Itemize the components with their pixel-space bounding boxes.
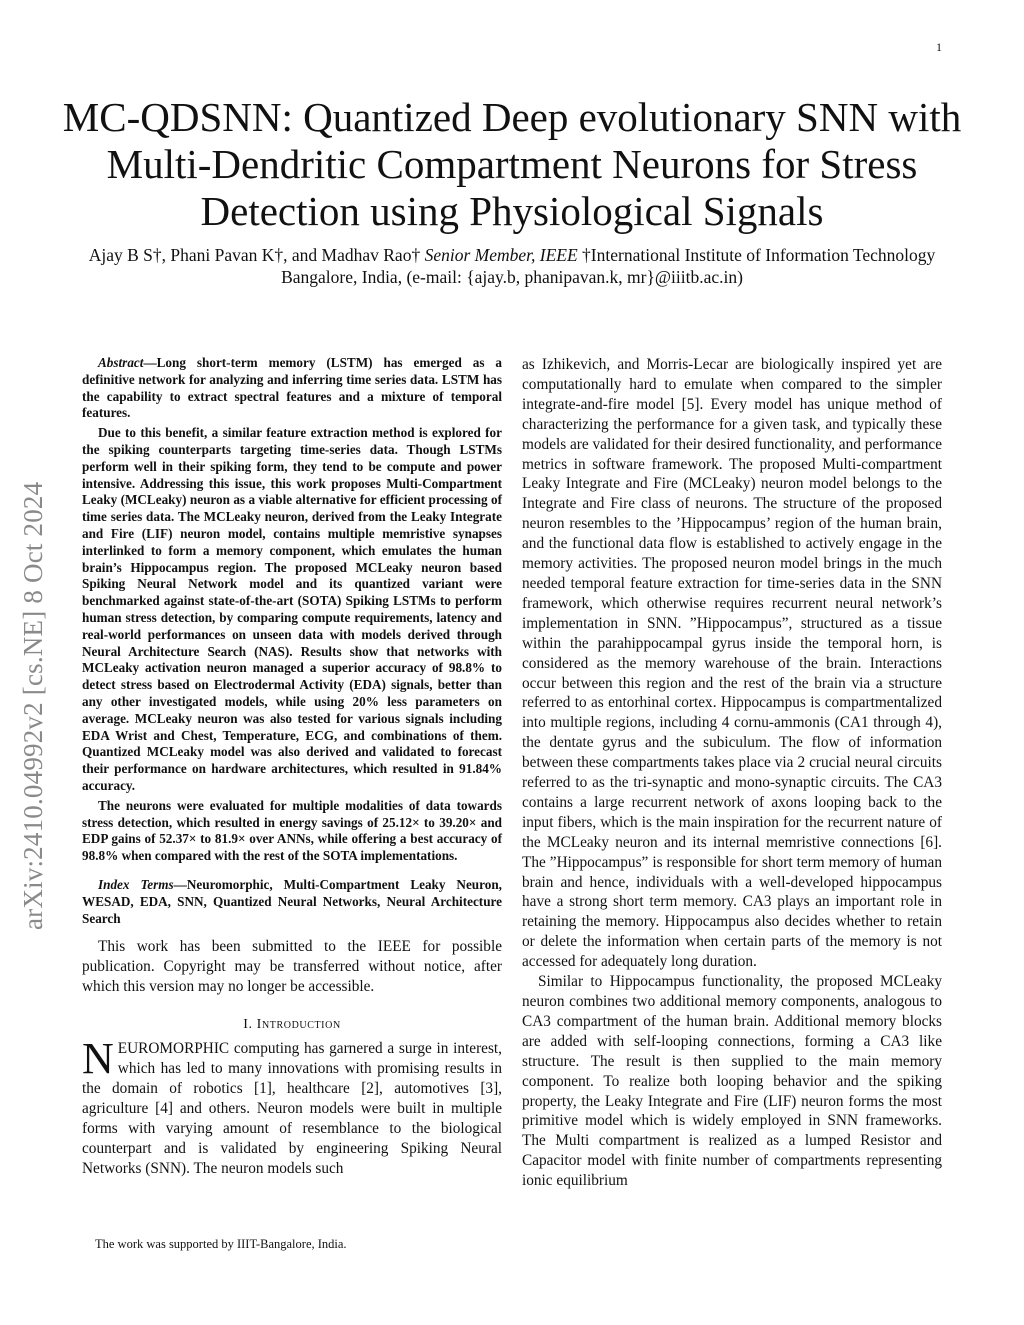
- abstract-paragraph-3: The neurons were evaluated for multiple modalities of data towards stress detection, which resulted in energy savings of 25.12× to 39.20× and EDP gains of 52.37× to 81.9× over ANNs, while offering a best accuracy of 98.8% when compared with the rest of the SOTA implementations.: [82, 797, 502, 864]
- section-heading-introduction: I. Introduction: [243, 1017, 341, 1033]
- arxiv-sidebar: [10, 370, 50, 930]
- author-role: Senior Member, IEEE: [424, 245, 578, 265]
- index-terms: [82, 877, 502, 927]
- footnote: The work was supported by IIIT-Bangalore, India.: [95, 1237, 347, 1251]
- intro-paragraph: [82, 1034, 502, 1179]
- abstract-text-1: —Long short-term memory (LSTM) has emerged as a definitive network for analyzing and inferring time series data. LSTM has the capability to extract spectral features and a mixture of temporal features.: [82, 355, 502, 421]
- author-block: [70, 244, 954, 288]
- abstract-paragraph: [82, 355, 502, 422]
- index-terms-text: —Neuromorphic, Multi-Compartment Leaky Neuron, WESAD, EDA, SNN, Quantized Neural Networks, Neural Architecture Search: [82, 876, 502, 926]
- paper-title: MC-QDSNN: Quantized Deep evolutionary SNN with Multi-Dendritic Compartment Neurons for Stress Detection using Physiological Signals: [62, 94, 962, 234]
- dropcap-letter: N: [82, 1034, 114, 1084]
- left-column: [82, 355, 502, 1179]
- submission-note: This work has been submitted to the IEEE for possible publication. Copyright may be transferred without notice, after which this version may no longer be accessible.: [82, 938, 502, 996]
- page-number: 1: [936, 40, 942, 54]
- abstract-label: Abstract: [98, 355, 144, 370]
- right-paragraph-2: Similar to Hippocampus functionality, the proposed MCLeaky neuron combines two additional memory components, analogous to CA3 compartment of the human brain. Additional memory blocks are added with self-looping connections, forming a CA3 like structure. The result is then supplied to the main memory component. To realize both looping behavior and the spiking property, the Leaky Integrate and Fire (LIF) neuron forms the most primitive model which is widely employed in SNN frameworks. The Multi compartment is realized as a lumped Resistor and Capacitor model with finite number of compartments representing ionic equilibrium: [522, 973, 942, 1190]
- right-column: [522, 355, 942, 1191]
- intro-text: EUROMORPHIC computing has garnered a surge in interest, which has led to many innovations with promising results in the domain of robotics [1], healthcare [2], automotives [3], agriculture [4] and others. Neuron models were built in multiple forms with varying amount of resemblance to the biological counterpart and is validated by engineering Spiking Neural Networks (SNN). The neuron models such: [82, 1040, 502, 1178]
- right-paragraph-1: as Izhikevich, and Morris-Lecar are biologically inspired yet are computationally hard to emulate when compared to the simpler integrate-and-fire model [5]. Every model has unique method of characterizing the performance for a given task, and typically these models are validated for their desired functionality, and performance metrics in software framework. The proposed Multi-compartment Leaky Integrate and Fire (MCLeaky) neuron model belongs to the Integrate and Fire class of neurons. The structure of the proposed neuron resembles to the ’Hippocampus’ region of the human brain, and the functional data flow is established to actively engage in the memory activities. The proposed neuron model brings in the much needed temporal feature extraction for time-series data in the SNN framework, which otherwise requires recurrent neural network’s implementation in SNN. ”Hippocampus”, structured as a tissue within the parahippocampal gyrus inside the temporal horn, is considered as the memory warehouse of the brain. Interactions occur between this region and the rest of the brain via a structure referred to as entorhinal cortex. Hippocampus is compartmentalized into multiple regions, including 4 cornu-ammonis (CA1 through 4), the dentate gyrus and the subiculum. The flow of information between these compartments takes place via 2 crucial neural circuits referred to as the tri-synaptic and mono-synaptic circuits. The CA3 contains a large recurrent network of axons looping back to the input fibers, which is the main inspiration for the recurrent nature of the MCLeaky neuron and its internal memristive connections [6]. The ”Hippocampus” is responsible for short term memory of human brain and hence, individuals with a well-developed hippocampus have a strong short term memory. CA3 plays an important role in retaining the memory. Hippocampus also decides whether to retain or delete the information when certain parts of the memory is not accessed for adequately long duration.: [522, 356, 942, 971]
- index-terms-label: Index Terms: [98, 876, 174, 892]
- arxiv-identifier: arXiv:2410.04992v2 [cs.NE] 8 Oct 2024: [18, 481, 48, 930]
- author-affiliation: †International Institute of Information Technology Bangalore, India, (e-mail: {ajay.b, phanipavan.k, mr}@iiitb.ac.in): [281, 245, 936, 287]
- author-names: Ajay B S†, Phani Pavan K†, and Madhav Rao†: [88, 245, 421, 265]
- abstract-paragraph-2: Due to this benefit, a similar feature extraction method is explored for the spiking counterparts targeting time-series data. Though LSTMs perform well in their spiking form, they tend to be compute and power intensive. Addressing this issue, this work proposes Multi-Compartment Leaky (MCLeaky) neuron as a viable alternative for efficient processing of time series data. The MCLeaky neuron, derived from the Leaky Integrate and Fire (LIF) neuron model, contains multiple memristive synapses interlinked to form a memory component, which emulates the human brain’s Hippocampus region. The proposed MCLeaky neuron based Spiking Neural Network model and its quantized variant were benchmarked against state-of-the-art (SOTA) Spiking LSTMs to perform human stress detection, by comparing compute requirements, latency and real-world performances on unseen data with models derived through Neural Architecture Search (NAS). Results show that networks with MCLeaky activation neuron managed a superior accuracy of 98.8% to detect stress based on Electrodermal Activity (EDA) signals, better than any other investigated models, while using 20% less parameters on average. MCLeaky neuron was also tested for various signals including EDA Wrist and Chest, Temperature, ECG, and combinations of them. Quantized MCLeaky model was also derived and validated to forecast their performance on hardware architectures, which resulted in 91.84% accuracy.: [82, 425, 502, 793]
